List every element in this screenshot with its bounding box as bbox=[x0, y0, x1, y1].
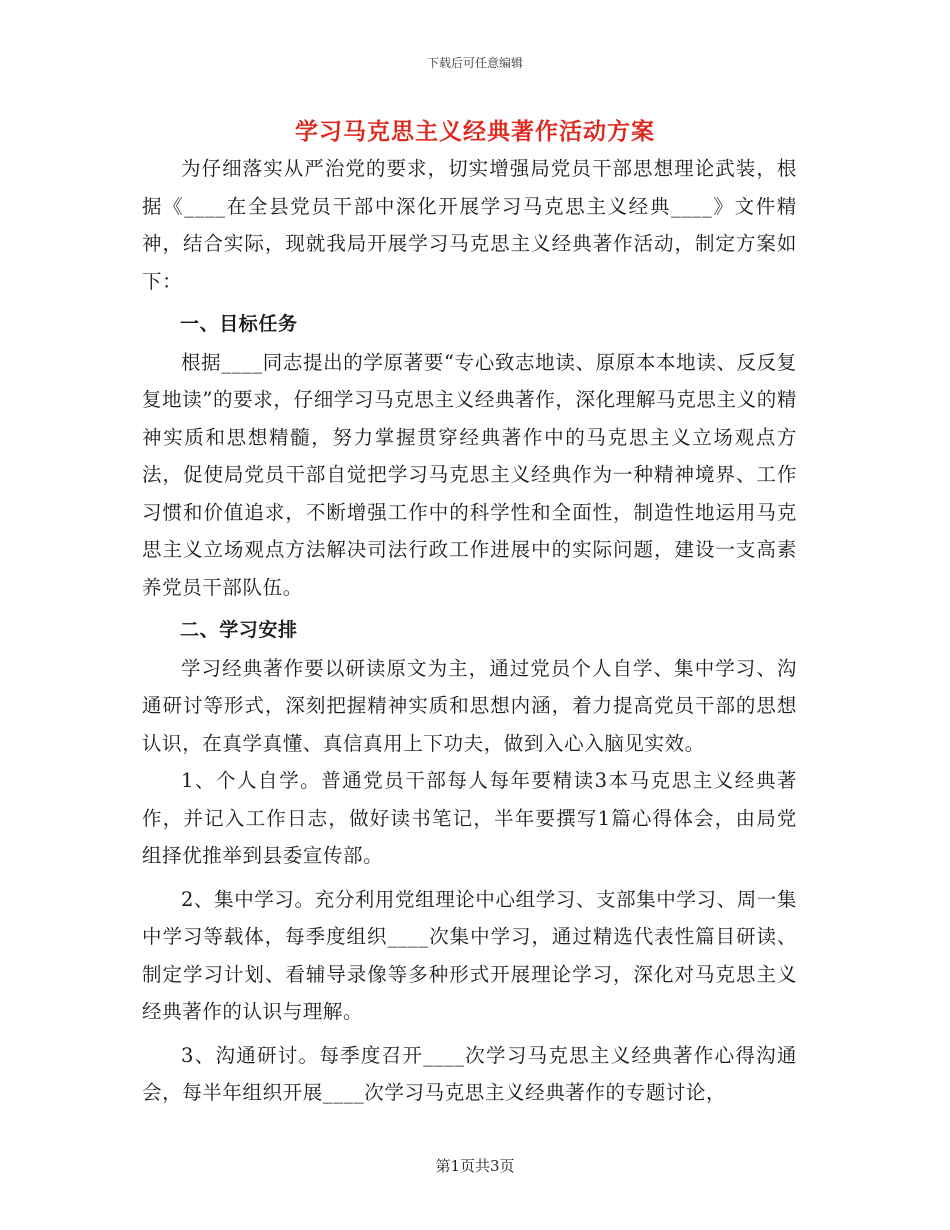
header-note: 下载后可任意编辑 bbox=[426, 56, 523, 70]
item-discussion: 3、沟通研讨。每季度召开____次学习马克思主义经典著作心得沟通会，每半年组织开展____次学习马克思主义经典著作的专题讨论， bbox=[142, 1043, 797, 1104]
item-group-study: 2、集中学习。充分利用党组理论中心组学习、支部集中学习、周一集中学习等载体，每季度组织____次集中学习，通过精选代表性篇目研读、制定学习计划、看辅导录像等多种形式开展理论学习，深化对马克思主义经典著作的认识与理解。 bbox=[142, 887, 798, 1023]
document-body bbox=[142, 150, 797, 1112]
goals-paragraph: 根据____同志提出的学原著要“专心致志地读、原原本本地读、反反复复地读”的要求，仔细学习马克思主义经典著作，深化理解马克思主义的精神实质和思想精髓，努力掌握贯穿经典著作中的马克思主义立场观点方法，促使局党员干部自觉把学习马克思主义经典作为一种精神境界、工作习惯和价值追求，不断增强工作中的科学性和全面性，制造性地运用马克思主义立场观点方法解决司法行政工作进展中的实际问题，建设一支高素养党员干部队伍。 bbox=[142, 350, 797, 599]
section-heading-goals: 一、目标任务 bbox=[180, 313, 298, 335]
page-footer: 第1页共3页 bbox=[435, 1157, 515, 1175]
document-title: 学习马克思主义经典著作活动方案 bbox=[295, 118, 655, 145]
section-heading-arrangement: 二、学习安排 bbox=[180, 619, 298, 641]
intro-paragraph: 为仔细落实从严治党的要求，切实增强局党员干部思想理论武装，根据《____在全县党员干部中深化开展学习马克思主义经典____》文件精神，结合实际，现就我局开展学习马克思主义经典著作活动，制定方案如下： bbox=[142, 157, 797, 293]
item-self-study: 1、个人自学。普通党员干部每人每年要精读3本马克思主义经典著作，并记入工作日志，做好读书笔记，半年要撰写1篇心得体会，由局党组择优推举到县委宣传部。 bbox=[142, 769, 797, 867]
arrangement-paragraph: 学习经典著作要以研读原文为主，通过党员个人自学、集中学习、沟通研讨等形式，深刻把握精神实质和思想内涵，着力提高党员干部的思想认识，在真学真懂、真信真用上下功夫，做到入心入脑见实效。 bbox=[142, 656, 797, 755]
